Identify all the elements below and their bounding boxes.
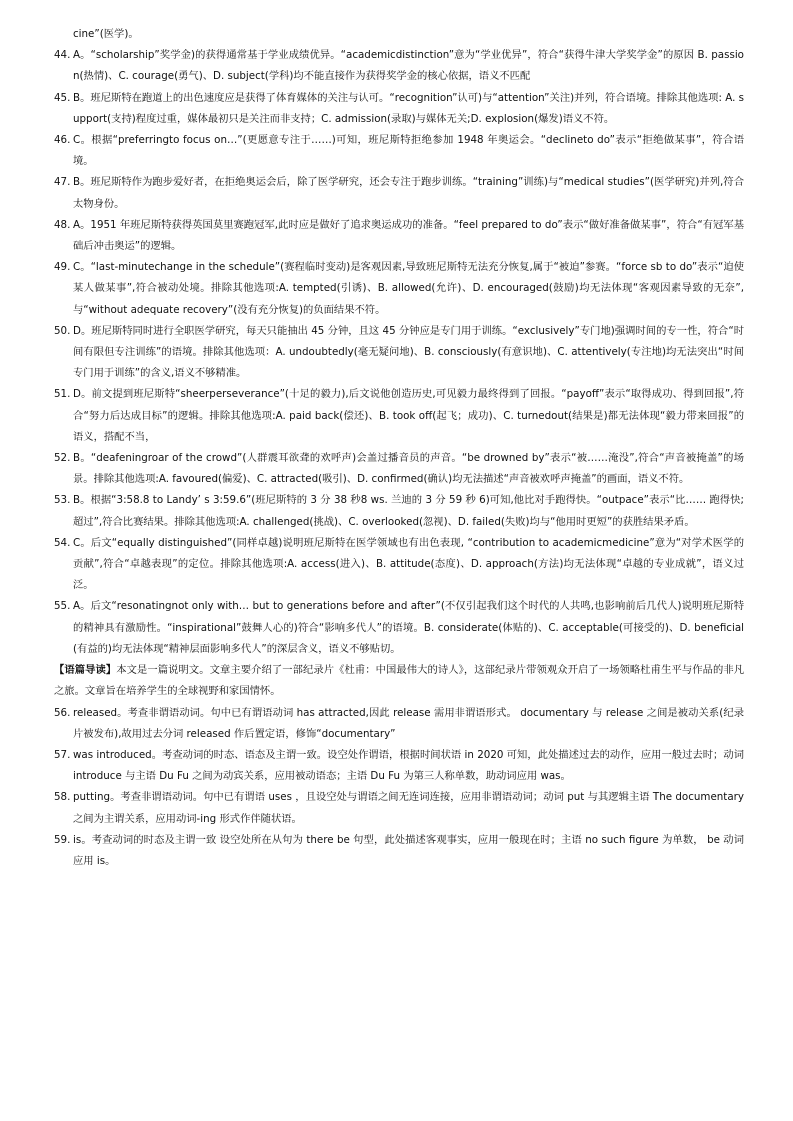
answer-item [54,215,744,257]
question-number: 45. [54,91,71,104]
question-number: 49. [54,261,71,274]
answer-item [54,490,744,532]
answer-explanation: C。根据“preferringto focus on…”(更愿意专注于……)可知，班尼斯特拒绝参加 1948 年奥运会。“declineto do”表示“拒绝做某事”，符合语境。 [73,134,744,168]
answer-item [54,533,744,597]
answer-explanation: C。“last-minutechange in the schedule”(赛程临时变动)是客观因素,导致班尼斯特无法充分恢复,属于“被迫”参赛。“force sb to do”表示“迫使某人做某事”,符合被动处境。排除其他选项:A. tempted(引诱)、B. allowed(允许)、D. encouraged(鼓励)均无法体现“客观因素导致的无奈”,与“without adequate recovery”(没有充分恢复)的负面结果不符。 [73,261,744,316]
answer-item [54,321,744,385]
answer-explanation: released。考查非谓语动词。句中已有谓语动词 has attracted,因此 release 需用非谓语形式。 documentary 与 release 之间是被动关系(纪录片被发布),故用过去分词 released 作后置定语，修饰“documentary” [73,706,744,740]
answer-explanation: A。“scholarship”奖学金)的获得通常基于学业成绩优异。“academicdistinction”意为“学业优异”，符合“获得牛津大学奖学金”的原因 B. passion(热情)、C. courage(勇气)、D. subject(学科)均不能直接作为获得奖学金的核心依据，语义不匹配 [73,49,744,83]
question-number: 53. [54,494,71,507]
answer-explanation: C。后文“equally distinguished”(同样卓越)说明班尼斯特在医学领域也有出色表现, “contribution to academicmedicine”意为“对学术医学的贡献”,符合“卓越表现”的定位。排除其他选项:A. access(进入)、B. attitude(态度)、D. approach(方法)均无法体现“卓越的专业成就”，语义过泛。 [73,536,744,592]
answer-explanation: B。“deafeningroar of the crowd”(人群震耳欲聋的欢呼声)会盖过播音员的声音。“be drowned by”表示“被……淹没”,符合“声音被掩盖”的场景。排除其他选项:A. favoured(偏爱)、C. attracted(吸引)、D. confirmed(确认)均无法描述“声音被欢呼声掩盖”的画面，语义不符。 [73,452,744,486]
answer-item [54,745,744,787]
answer-item [54,45,744,87]
answer-item [54,448,744,490]
question-number: 44. [54,49,71,62]
question-number: 59. [54,833,71,846]
answer-explanation: was introduced。考查动词的时态、语态及主谓一致。设空处作谓语，根据时间状语 in 2020 可知，此处描述过去的动作，应用一般过去时；动词 introduce 与主语 Du Fu 之间为动宾关系，应用被动语态；主语 Du Fu 为第三人称单数，助动词应用 was。 [73,748,744,783]
answer-item [54,596,744,660]
answer-explanation: D。班尼斯特同时进行全职医学研究，每天只能抽出 45 分钟，且这 45 分钟应是专门用于训练。“exclusively”专门地)强调时间的专一性，符合“时间有限但专注训练”的语境。排除其他选项：A. undoubtedly(毫无疑问地)、B. consciously(有意识地)、C. attentively(专注地)均无法突出“时间专门用于训练”的含义,语义不够精准。 [73,324,744,380]
question-number: 50. [54,324,71,337]
question-number: 57. [54,748,71,761]
answer-explanation: D。前文提到班尼斯特“sheerperseverance”(十足的毅力),后文说他创造历史,可见毅力最终得到了回报。“payoff”表示“取得成功、得到回报”,符合“努力后达成目标”的逻辑。排除其他选项:A. paid back(偿还)、B. took off(起飞；成功)、C. turnedout(结果是)都无法体现“毅力带来回报”的语义，搭配不当， [73,388,744,443]
passage-guide [54,660,744,702]
question-number: 55. [54,600,71,613]
question-number: 56. [54,706,71,719]
answer-explanation: B。班尼斯特作为跑步爱好者，在拒绝奥运会后，除了医学研究，还会专注于跑步训练。“training”训练)与“medical studies”(医学研究)并列,符合太物身份。 [73,176,744,210]
answer-item [54,384,744,448]
answer-explanation: A。后文“resonatingnot only with… but to generations before and after”(不仅引起我们这个时代的人共鸣,也影响前后几代人)说明班尼斯特的精神具有激励性。“inspirational”鼓舞人心的)符合“影响多代人”的语境。B. considerate(体贴的)、C. acceptable(可接受的)、D. beneficial(有益的)均无法体现“精神层面影响多代人”的深层含义，语义不够贴切。 [73,600,744,655]
question-number: 52. [54,452,71,465]
question-number: 58. [54,791,71,804]
passage-guide-text: 本文是一篇说明文。文章主要介绍了一部纪录片《杜甫：中国最伟大的诗人》，这部纪录片带领观众开启了一场领略杜甫生平与作品的非凡之旅。文章旨在培养学生的全球视野和家国情怀。 [54,664,744,698]
entries-list [54,45,744,660]
question-number: 47. [54,176,71,189]
answer-item [54,257,744,321]
question-number: 54. [54,536,71,549]
answer-explanation: B。根据“3:58.8 to Landy’ s 3:59.6”(班尼斯特的 3 分 38 秒8 ws. 兰迪的 3 分 59 秒 6)可知,他比对手跑得快。“outpace”表示“比…… 跑得快;超过”,符合比赛结果。排除其他选项:A. challenged(挑战)、C. overlooked(忽视)、D. failed(失败)均与“他用时更短”的获胜结果矛盾。 [73,494,744,528]
answer-explanation: B。班尼斯特在跑道上的出色速度应是获得了体育媒体的关注与认可。“recognition”认可)与“attention”关注)并列，符合语境。排除其他选项: A. support(支持)程度过重，媒体最初只是关注而非支持；C. admission(录取)与媒体无关;D. explosion(爆发)语义不符。 [73,91,744,125]
answer-explanation: is。考查动词的时态及主谓一致 设空处所在从句为 there be 句型，此处描述客观事实，应用一般现在时；主语 no such figure 为单数， be 动词应用 is。 [73,833,744,867]
continued-text-body: cine”(医学)。 [73,28,139,40]
question-number: 48. [54,218,71,231]
answer-item [54,703,744,745]
answer-item [54,130,744,172]
answer-item [54,830,744,872]
entries-list-2 [54,703,744,873]
continued-text [54,24,744,45]
question-number: 51. [54,388,71,401]
answer-explanations [54,24,744,872]
answer-item [54,172,744,214]
answer-item [54,787,744,829]
answer-explanation: putting。考查非谓语动词。句中已有谓语 uses ，且设空处与谓语之间无连词连接，应用非谓语动词；动词 put 与其逻辑主语 The documentary 之间为主谓关系，应用动词-ing 形式作伴随状语。 [73,791,744,825]
passage-guide-label: 【语篇导读】 [54,664,117,677]
answer-explanation: A。1951 年班尼斯特获得英国莫里赛跑冠军,此时应是做好了追求奥运成功的准备。“feel prepared to do”表示“做好准备做某事”，符合“有冠军基础后冲击奥运”的逻辑。 [73,218,744,253]
question-number: 46. [54,134,71,147]
answer-item [54,88,744,130]
